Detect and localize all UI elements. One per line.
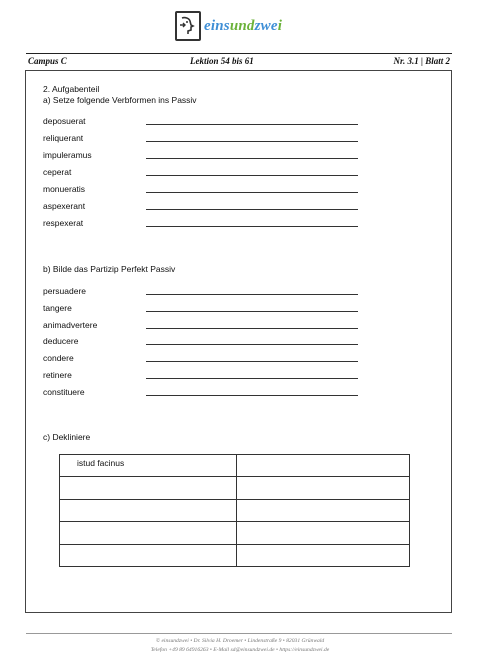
table-cell[interactable]	[60, 499, 237, 521]
answer-line[interactable]	[146, 192, 358, 193]
answer-line[interactable]	[146, 158, 358, 159]
answer-line[interactable]	[146, 328, 358, 329]
table-row	[60, 455, 410, 477]
answer-line[interactable]	[146, 344, 358, 345]
part-b-word: tangere	[43, 303, 72, 313]
einsundzwei-logo	[175, 12, 282, 40]
part-a-word: respexerat	[43, 218, 84, 228]
answer-line[interactable]	[146, 378, 358, 379]
part-a-word: deposuerat	[43, 116, 86, 126]
logo-wordmark: einsundzwei	[204, 17, 283, 34]
table-cell[interactable]	[60, 522, 237, 544]
part-a-word: monueratis	[43, 184, 86, 194]
table-row	[60, 522, 410, 544]
header-lesson: Lektion 54 bis 61	[190, 56, 254, 66]
table-cell[interactable]	[60, 455, 237, 477]
answer-line[interactable]	[146, 311, 358, 312]
footer-address: © einsundzwei • Dr. Silvia H. Droemer • Lindenstraße 9 • 82031 Grünwald	[155, 638, 325, 644]
part-b-word: deducere	[43, 336, 79, 346]
table-cell[interactable]	[60, 544, 237, 566]
table-row	[60, 477, 410, 499]
table-row	[60, 499, 410, 521]
section-title: 2. Aufgabenteil	[43, 84, 100, 94]
declension-table	[59, 454, 410, 567]
answer-line[interactable]	[146, 141, 358, 142]
declension-phrase: istud facinus	[77, 458, 125, 468]
answer-line[interactable]	[146, 226, 358, 227]
table-cell[interactable]	[237, 499, 410, 521]
part-b-word: persuadere	[43, 286, 87, 296]
header-sheet-number: Nr. 3.1 | Blatt 2	[393, 56, 450, 66]
table-cell[interactable]	[60, 477, 237, 499]
answer-line[interactable]	[146, 294, 358, 295]
answer-line[interactable]	[146, 175, 358, 176]
part-a-word: reliquerant	[43, 133, 84, 143]
part-b-title: b) Bilde das Partizip Perfekt Passiv	[43, 264, 176, 274]
footer-rule	[26, 633, 452, 634]
part-a-word: ceperat	[43, 167, 72, 177]
answer-line[interactable]	[146, 361, 358, 362]
table-row	[60, 544, 410, 566]
worksheet-header	[26, 54, 452, 70]
footer-contact: Telefon +49 89 64916263 • E-Mail sd@einsundzwei.de • https://einsundzwei.de	[150, 647, 330, 653]
part-c-title: c) Dekliniere	[43, 432, 91, 442]
part-a-title: a) Setze folgende Verbformen ins Passiv	[43, 95, 197, 105]
table-cell[interactable]	[237, 455, 410, 477]
table-cell[interactable]	[237, 477, 410, 499]
face-logo-icon	[175, 11, 201, 41]
table-cell[interactable]	[237, 522, 410, 544]
answer-line[interactable]	[146, 209, 358, 210]
part-b-word: condere	[43, 353, 74, 363]
table-cell[interactable]	[237, 544, 410, 566]
part-b-word: retinere	[43, 370, 72, 380]
answer-line[interactable]	[146, 395, 358, 396]
part-a-word: impuleramus	[43, 150, 92, 160]
part-b-word: constituere	[43, 387, 85, 397]
answer-line[interactable]	[146, 124, 358, 125]
part-a-word: aspexerant	[43, 201, 86, 211]
header-course: Campus C	[28, 56, 67, 66]
part-b-word: animadvertere	[43, 320, 98, 330]
